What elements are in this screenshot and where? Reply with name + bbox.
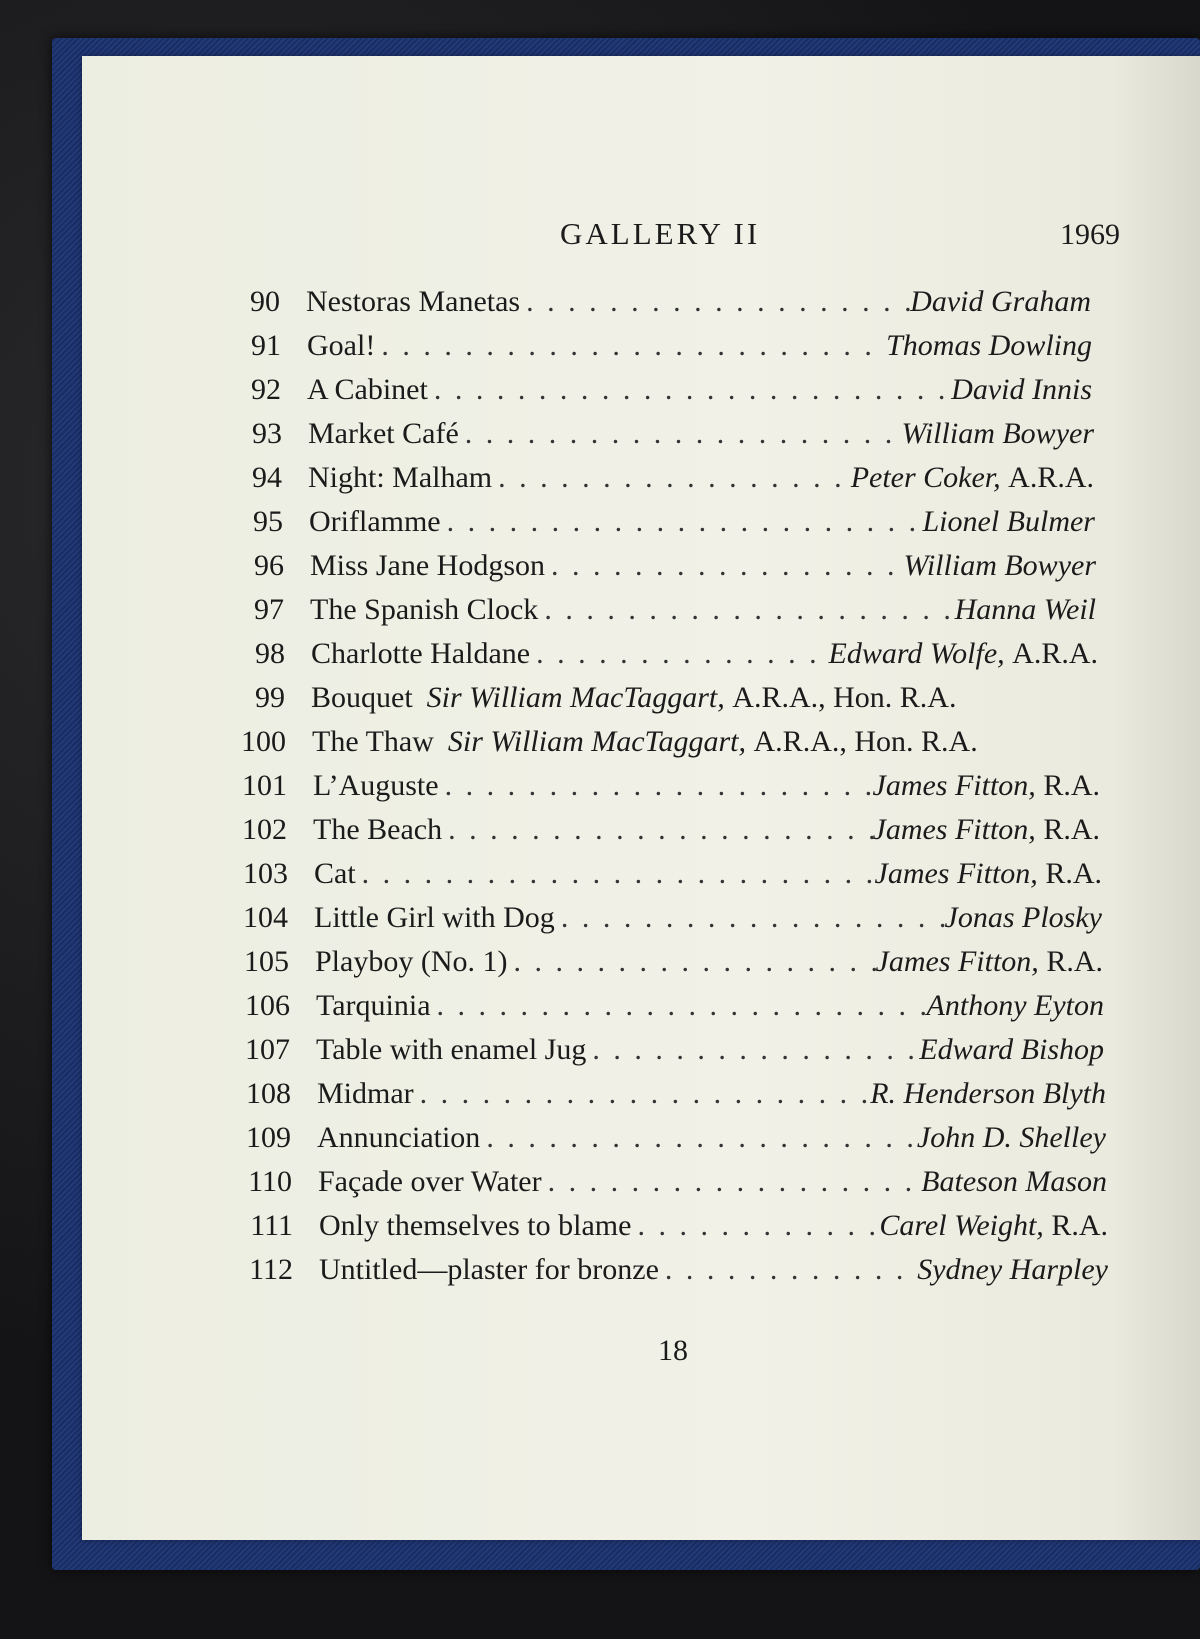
entry-number: 98	[255, 637, 285, 670]
artist-name: Hanna Weil	[954, 593, 1096, 626]
artwork-title: Midmar	[317, 1077, 414, 1110]
entry-line	[310, 588, 1096, 632]
catalogue-entry	[82, 984, 1200, 1028]
entry-line	[316, 984, 1104, 1028]
catalogue-entry	[82, 764, 1200, 808]
dot-leader	[414, 1072, 871, 1116]
artwork-title: Goal!	[307, 329, 376, 362]
entry-number: 99	[255, 681, 285, 714]
artwork-title: Tarquinia	[316, 989, 431, 1022]
space	[1038, 852, 1046, 896]
artist-name: Carel Weight,	[879, 1209, 1044, 1242]
entry-line	[316, 1028, 1104, 1072]
entry-line	[315, 940, 1103, 984]
dot-leader	[520, 280, 910, 324]
entry-number: 105	[244, 945, 289, 978]
artwork-title: The Beach	[313, 813, 443, 846]
dot-leader	[492, 456, 851, 500]
space	[1001, 456, 1009, 500]
catalogue-entry	[82, 1116, 1200, 1160]
space	[725, 676, 733, 720]
dot-leader	[586, 1028, 919, 1072]
entry-number: 100	[241, 725, 286, 758]
artist-name: William Bowyer	[901, 417, 1094, 450]
artist-honours: R.A.	[1043, 813, 1100, 846]
entry-number: 93	[252, 417, 282, 450]
artwork-title: Table with enamel Jug	[316, 1033, 587, 1066]
catalogue-entry	[82, 588, 1200, 632]
artwork-title: Miss Jane Hodgson	[310, 549, 546, 582]
catalogue-entry	[82, 456, 1200, 500]
artwork-title: Cat	[314, 857, 356, 890]
space	[1039, 940, 1047, 984]
year: 1969	[1060, 218, 1120, 251]
entry-number: 95	[253, 505, 283, 538]
artist-honours: A.R.A., Hon. R.A.	[753, 725, 978, 758]
artwork-title: Nestoras Manetas	[306, 285, 521, 318]
catalogue-page	[82, 56, 1200, 1540]
artwork-title: Untitled—plaster for bronze	[319, 1253, 659, 1286]
dot-leader	[480, 1116, 917, 1160]
artwork-title: Market Café	[308, 417, 459, 450]
artwork-title: A Cabinet	[307, 373, 428, 406]
entry-line	[311, 676, 1098, 720]
artist-honours: A.R.A.	[1012, 637, 1098, 670]
artist-name: Bateson Mason	[921, 1165, 1107, 1198]
catalogue-entry	[82, 1204, 1200, 1248]
entry-line	[306, 280, 1091, 324]
catalogue-entry	[82, 1160, 1200, 1204]
entry-line	[309, 500, 1095, 544]
entry-number: 96	[254, 549, 284, 582]
entry-number: 92	[251, 373, 281, 406]
catalogue-entry	[82, 1028, 1200, 1072]
catalogue-entry	[82, 544, 1200, 588]
entry-number: 107	[245, 1033, 290, 1066]
artwork-title: Night: Malham	[308, 461, 493, 494]
entry-line	[308, 412, 1094, 456]
entry-line	[314, 896, 1102, 940]
artist-honours: A.R.A.	[1008, 461, 1094, 494]
entry-line	[310, 544, 1096, 588]
catalogue-entry	[82, 720, 1200, 764]
artist-name: Anthony Eyton	[926, 989, 1104, 1022]
artwork-title: Only themselves to blame	[319, 1209, 632, 1242]
entry-line	[307, 368, 1092, 412]
artwork-title: Façade over Water	[318, 1165, 542, 1198]
artist-honours: R.A.	[1043, 769, 1100, 802]
dot-leader	[428, 368, 951, 412]
space	[1044, 1204, 1052, 1248]
artist-honours: R.A.	[1046, 945, 1103, 978]
catalogue-entry	[82, 808, 1200, 852]
entry-number: 106	[245, 989, 290, 1022]
entry-line	[314, 852, 1102, 896]
catalogue-entry	[82, 632, 1200, 676]
artist-name: James Fitton,	[874, 857, 1038, 890]
artist-name: Thomas Dowling	[886, 329, 1092, 362]
entry-number: 108	[246, 1077, 291, 1110]
catalogue-entry	[82, 896, 1200, 940]
dot-leader	[659, 1248, 917, 1292]
entry-line	[311, 632, 1098, 676]
entry-number: 109	[246, 1121, 291, 1154]
artist-name: Jonas Plosky	[944, 901, 1102, 934]
artist-name: William Bowyer	[903, 549, 1096, 582]
entry-number: 90	[250, 285, 280, 318]
catalogue-entry	[82, 500, 1200, 544]
space	[1005, 632, 1013, 676]
catalogue-entry	[82, 1248, 1200, 1292]
artist-honours: R.A.	[1045, 857, 1102, 890]
dot-leader	[545, 544, 904, 588]
artist-name: R. Henderson Blyth	[870, 1077, 1106, 1110]
entry-number: 97	[254, 593, 284, 626]
artist-name: John D. Shelley	[916, 1121, 1106, 1154]
artist-name: Sir William MacTaggart,	[426, 681, 725, 714]
space	[1036, 764, 1044, 808]
artwork-title: Playboy (No. 1)	[315, 945, 508, 978]
artist-name: Edward Wolfe,	[828, 637, 1005, 670]
artwork-title: Little Girl with Dog	[314, 901, 555, 934]
catalogue-entry	[82, 1072, 1200, 1116]
catalogue-entry	[82, 280, 1200, 324]
artist-name: Sydney Harpley	[917, 1253, 1108, 1286]
artwork-title: Charlotte Haldane	[311, 637, 531, 670]
entry-number: 94	[252, 461, 282, 494]
entry-line	[307, 324, 1092, 368]
dot-leader	[542, 1160, 922, 1204]
artist-name: James Fitton,	[875, 945, 1039, 978]
artwork-title: Bouquet	[311, 681, 413, 714]
entry-line	[317, 1072, 1106, 1116]
dot-leader	[507, 940, 875, 984]
entry-number: 104	[243, 901, 288, 934]
entry-number: 110	[248, 1165, 292, 1198]
dot-leader	[441, 500, 923, 544]
catalogue-entry	[82, 368, 1200, 412]
catalogue-entry	[82, 412, 1200, 456]
artist-name: David Graham	[910, 285, 1091, 318]
dot-leader	[442, 808, 872, 852]
entry-line	[313, 808, 1100, 852]
catalogue-entry	[82, 852, 1200, 896]
entry-number: 91	[251, 329, 281, 362]
space	[1036, 808, 1044, 852]
artwork-title: The Spanish Clock	[310, 593, 539, 626]
dot-leader	[555, 896, 945, 940]
dot-leader	[530, 632, 828, 676]
artist-name: James Fitton,	[872, 769, 1036, 802]
entry-line	[319, 1248, 1108, 1292]
dot-leader	[538, 588, 954, 632]
artist-name: Peter Coker,	[850, 461, 1001, 494]
entry-number: 101	[242, 769, 287, 802]
entry-line	[313, 764, 1100, 808]
entry-line	[319, 1204, 1108, 1248]
entry-number: 103	[243, 857, 288, 890]
artist-name: Lionel Bulmer	[922, 505, 1095, 538]
dot-leader	[431, 984, 927, 1028]
entry-line	[317, 1116, 1106, 1160]
space	[746, 720, 754, 764]
dot-leader	[356, 852, 875, 896]
artwork-title: Oriflamme	[309, 505, 441, 538]
artist-name: Edward Bishop	[919, 1033, 1104, 1066]
entry-number: 102	[242, 813, 287, 846]
catalogue-entry	[82, 940, 1200, 984]
dot-leader	[439, 764, 873, 808]
artwork-title: L’Auguste	[313, 769, 439, 802]
entry-line	[312, 720, 1099, 764]
dot-leader	[459, 412, 902, 456]
artwork-title: Annunciation	[317, 1121, 481, 1154]
artist-name: David Innis	[951, 373, 1092, 406]
artist-name: Sir William MacTaggart,	[447, 725, 747, 758]
gallery-title: GALLERY II	[560, 216, 761, 251]
running-head	[82, 216, 1200, 256]
entry-number: 112	[249, 1253, 293, 1286]
dot-leader	[375, 324, 886, 368]
entry-line	[318, 1160, 1107, 1204]
page-number: 18	[658, 1334, 688, 1367]
entry-number: 111	[250, 1209, 293, 1242]
catalogue-entry	[82, 676, 1200, 720]
artist-honours: R.A.	[1051, 1209, 1108, 1242]
dot-leader	[631, 1204, 879, 1248]
artist-name: James Fitton,	[872, 813, 1036, 846]
catalogue-entry	[82, 324, 1200, 368]
artist-honours: A.R.A., Hon. R.A.	[732, 681, 957, 714]
artwork-title: The Thaw	[312, 725, 434, 758]
entry-line	[308, 456, 1094, 500]
